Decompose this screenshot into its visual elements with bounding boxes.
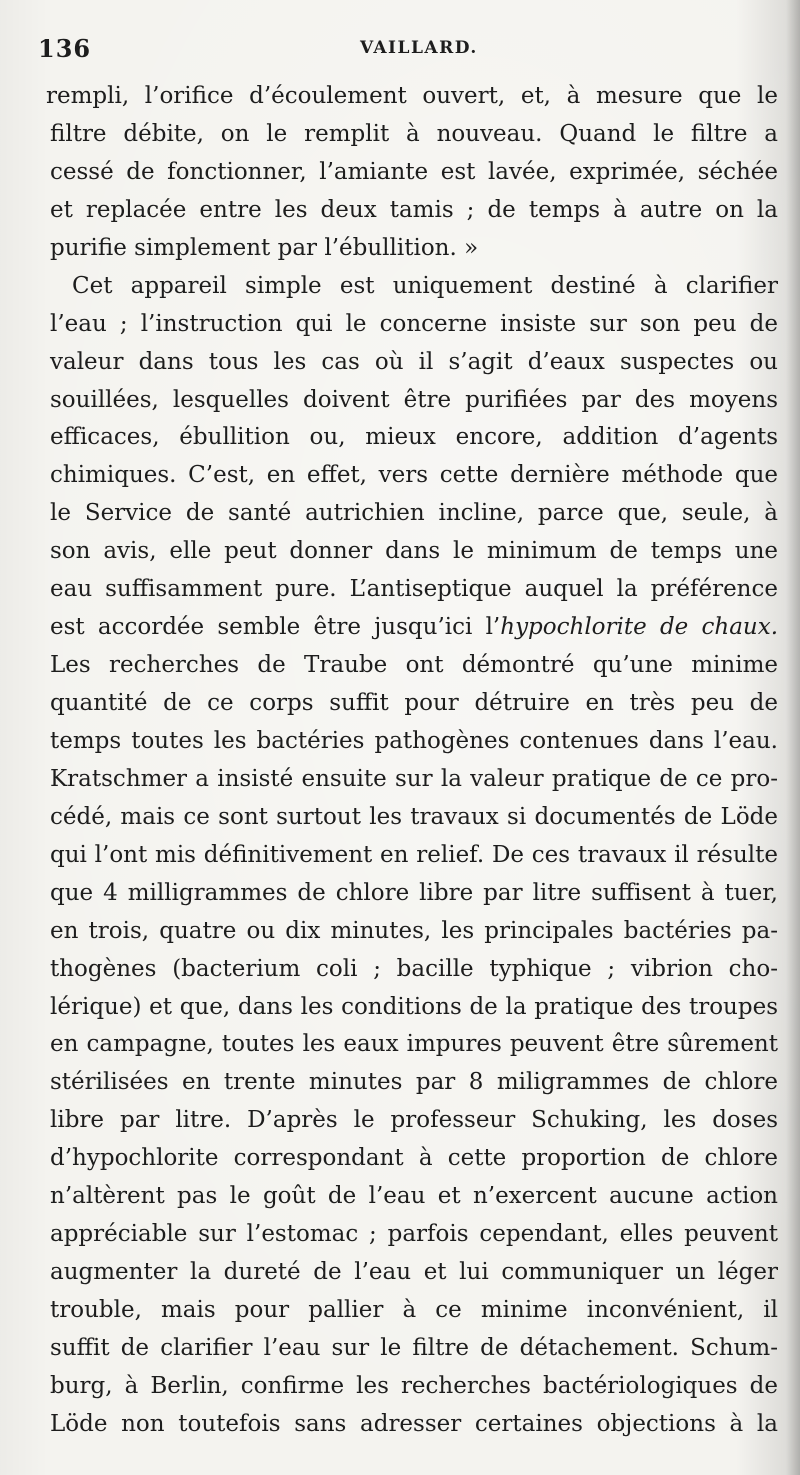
text-line: purifie simplement par l’ébullition. »: [50, 234, 479, 261]
text-line: quantité de ce corps suffit pour détruire en très peu de: [50, 690, 778, 716]
text-line: libre par litre. D’après le professeur Schuking, les doses: [50, 1107, 778, 1134]
text-line: stérilisées en trente minutes par 8 miligrammes de chlore: [50, 1069, 778, 1096]
text-line: son avis, elle peut donner dans le minimum de temps une: [50, 538, 778, 565]
text-line: d’hypochlorite correspondant à cette proportion de chlore: [50, 1145, 778, 1172]
text-line: n’altèrent pas le goût de l’eau et n’exercent aucune action: [50, 1183, 778, 1210]
text-line: que 4 milligrammes de chlore libre par litre suffisent à tuer,: [50, 879, 778, 906]
text-line: souillées, lesquelles doivent être purifiées par des moyens: [50, 386, 778, 413]
text-line: qui l’ont mis définitivement en relief. De ces travaux il résulte: [50, 841, 778, 868]
body-text: [46, 78, 778, 1444]
page-number: 136: [38, 34, 92, 63]
text-line: rempli, l’orifice d’écoulement ouvert, et, à mesure que le: [46, 83, 778, 109]
text-italic: hypochlorite de chaux.: [500, 614, 778, 641]
text-line: en trois, quatre ou dix minutes, les principales bactéries pa-: [50, 917, 778, 944]
text-line: cessé de fonctionner, l’amiante est lavée, exprimée, séchée: [50, 158, 778, 185]
text-line: suffit de clarifier l’eau sur le filtre de détachement. Schum-: [50, 1334, 778, 1361]
text-line: eau suffisamment pure. L’antiseptique auquel la préférence: [50, 576, 778, 603]
page-edge-shadow: [786, 0, 800, 1475]
text-line: l’eau ; l’instruction qui le concerne insiste sur son peu de: [50, 310, 778, 337]
text-line: burg, à Berlin, confirme les recherches bactériologiques de: [50, 1372, 778, 1399]
text-line: temps toutes les bactéries pathogènes contenues dans l’eau.: [50, 727, 778, 754]
text-line: efficaces, ébullition ou, mieux encore, addition d’agents: [50, 424, 778, 451]
text-line: filtre débite, on le remplit à nouveau. Quand le filtre a: [50, 120, 778, 147]
text-line: thogènes (bacterium coli ; bacille typhique ; vibrion cho-: [50, 955, 778, 982]
text-line: appréciable sur l’estomac ; parfois cependant, elles peuvent: [50, 1221, 778, 1248]
text-line: Löde non toutefois sans adresser certaines objections à la: [50, 1410, 778, 1437]
text-line-italic: [50, 609, 778, 647]
text-roman: est accordée semble être jusqu’ici l’: [50, 614, 501, 641]
text-line: le Service de santé autrichien incline, parce que, seule, à: [50, 500, 778, 527]
running-head: VAILLARD.: [360, 38, 478, 58]
text-line: trouble, mais pour pallier à ce minime inconvénient, il: [50, 1297, 778, 1323]
text-line: Kratschmer a insisté ensuite sur la valeur pratique de ce pro-: [50, 765, 778, 792]
text-line: valeur dans tous les cas où il s’agit d’eaux suspectes ou: [50, 348, 778, 375]
text-line: Les recherches de Traube ont démontré qu’une minime: [50, 652, 778, 679]
text-line: en campagne, toutes les eaux impures peuvent être sûrement: [50, 1031, 778, 1058]
text-line: cédé, mais ce sont surtout les travaux si documentés de Löde: [50, 803, 778, 830]
text-line: lérique) et que, dans les conditions de la pratique des troupes: [50, 993, 778, 1020]
text-line: augmenter la dureté de l’eau et lui communiquer un léger: [50, 1259, 778, 1286]
paragraph-start-line: Cet appareil simple est uniquement destiné à clarifier: [72, 272, 778, 299]
page-header: [38, 34, 778, 70]
text-line: chimiques. C’est, en effet, vers cette dernière méthode que: [50, 462, 778, 489]
text-line: et replacée entre les deux tamis ; de temps à autre on la: [50, 196, 778, 223]
